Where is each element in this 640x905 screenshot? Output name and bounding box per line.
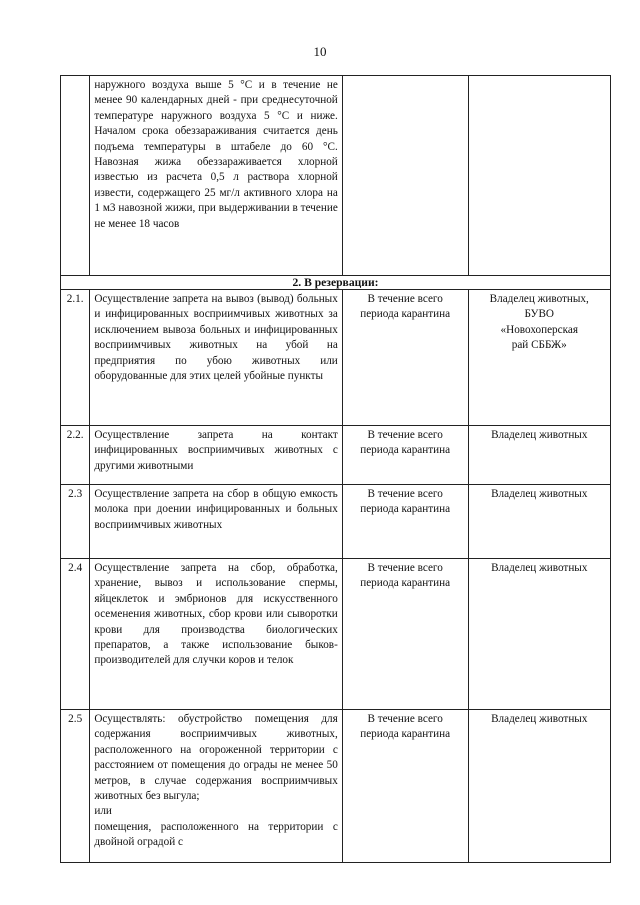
section-heading-row xyxy=(61,276,611,290)
row-term xyxy=(342,290,468,426)
table-row xyxy=(61,710,611,863)
row-number: 2.1. xyxy=(61,290,90,426)
table-row-continuation xyxy=(61,76,611,276)
quarantine-measures-table xyxy=(60,75,611,863)
row-responsible-text: Владелец животных xyxy=(491,429,588,441)
row-number: 2.2. xyxy=(61,426,90,485)
row-action-text: Осуществлять: обустройство помещения для содержания восприимчивых животных, расположенного на огороженной территории с расстоянием от помещения до ограды не менее 50 метров, в случае содержания восприимчивых животных без выгула; или помещения, расположенного на территории с двойной оградой с xyxy=(94,713,338,849)
row-term-text: В течение всего периода карантина xyxy=(360,562,451,590)
row-action-text: наружного воздуха выше 5 °С и в течение не менее 90 календарных дней - при среднесуточной температуре наружного воздуха 5 °С и ниже. Началом срока обеззараживания считается день подъема температуры в штабеле до 60 °С. Навозная жижа обеззараживается хлорной известью из расчета 0,5 л раствора хлорной извести, содержащего 25 мг/л активного хлора на 1 м3 навозной жижи, при выдерживании в течение не менее 18 часов xyxy=(94,79,338,230)
row-responsible xyxy=(468,559,611,710)
row-responsible xyxy=(468,485,611,559)
row-number xyxy=(61,76,90,276)
row-term-text: В течение всего периода карантина xyxy=(360,713,451,741)
row-action-text: Осуществление запрета на сбор, обработка, хранение, вывоз и использование спермы, яйцеклеток и эмбрионов для искусственного осеменения животных, сбор крови или сыворотки крови для производства биологических препаратов, а также использование быков-производителей для случки коров и телок xyxy=(94,562,338,667)
row-number: 2.3 xyxy=(61,485,90,559)
table-row xyxy=(61,559,611,710)
row-term xyxy=(342,710,468,863)
row-term-text: В течение всего периода карантина xyxy=(360,293,451,321)
table-row xyxy=(61,485,611,559)
row-action xyxy=(90,485,342,559)
row-responsible-text: Владелец животных xyxy=(491,488,588,500)
row-action xyxy=(90,426,342,485)
row-responsible xyxy=(468,290,611,426)
row-action-text: Осуществление запрета на вывоз (вывод) больных и инфицированных восприимчивых животных за исключением вывоза больных и инфицированных восприимчивых животных на убой на предприятия по убою животных или оборудованные для этих целей убойные пункты xyxy=(94,293,338,383)
table-row xyxy=(61,426,611,485)
row-action xyxy=(90,76,342,276)
section-heading: 2. В резервации: xyxy=(61,276,611,290)
row-action xyxy=(90,710,342,863)
row-responsible-text: Владелец животных xyxy=(491,713,588,725)
row-term-text: В течение всего периода карантина xyxy=(360,429,451,457)
row-term xyxy=(342,559,468,710)
page-number: 10 xyxy=(313,44,327,59)
row-term-text: В течение всего периода карантина xyxy=(360,488,451,516)
row-action-text: Осуществление запрета на контакт инфицированных восприимчивых животных с другими животными xyxy=(94,429,338,472)
row-responsible xyxy=(468,426,611,485)
table-row xyxy=(61,290,611,426)
row-term xyxy=(342,485,468,559)
row-action xyxy=(90,290,342,426)
row-action xyxy=(90,559,342,710)
row-term xyxy=(342,76,468,276)
row-responsible xyxy=(468,710,611,863)
row-responsible-text: Владелец животных xyxy=(491,562,588,574)
row-responsible-text: Владелец животных, БУВО «Новохоперская рай СББЖ» xyxy=(489,293,589,352)
row-responsible xyxy=(468,76,611,276)
row-term xyxy=(342,426,468,485)
row-action-text: Осуществление запрета на сбор в общую емкость молока при доении инфицированных и больных восприимчивых животных xyxy=(94,488,338,531)
row-number: 2.5 xyxy=(61,710,90,863)
row-number: 2.4 xyxy=(61,559,90,710)
